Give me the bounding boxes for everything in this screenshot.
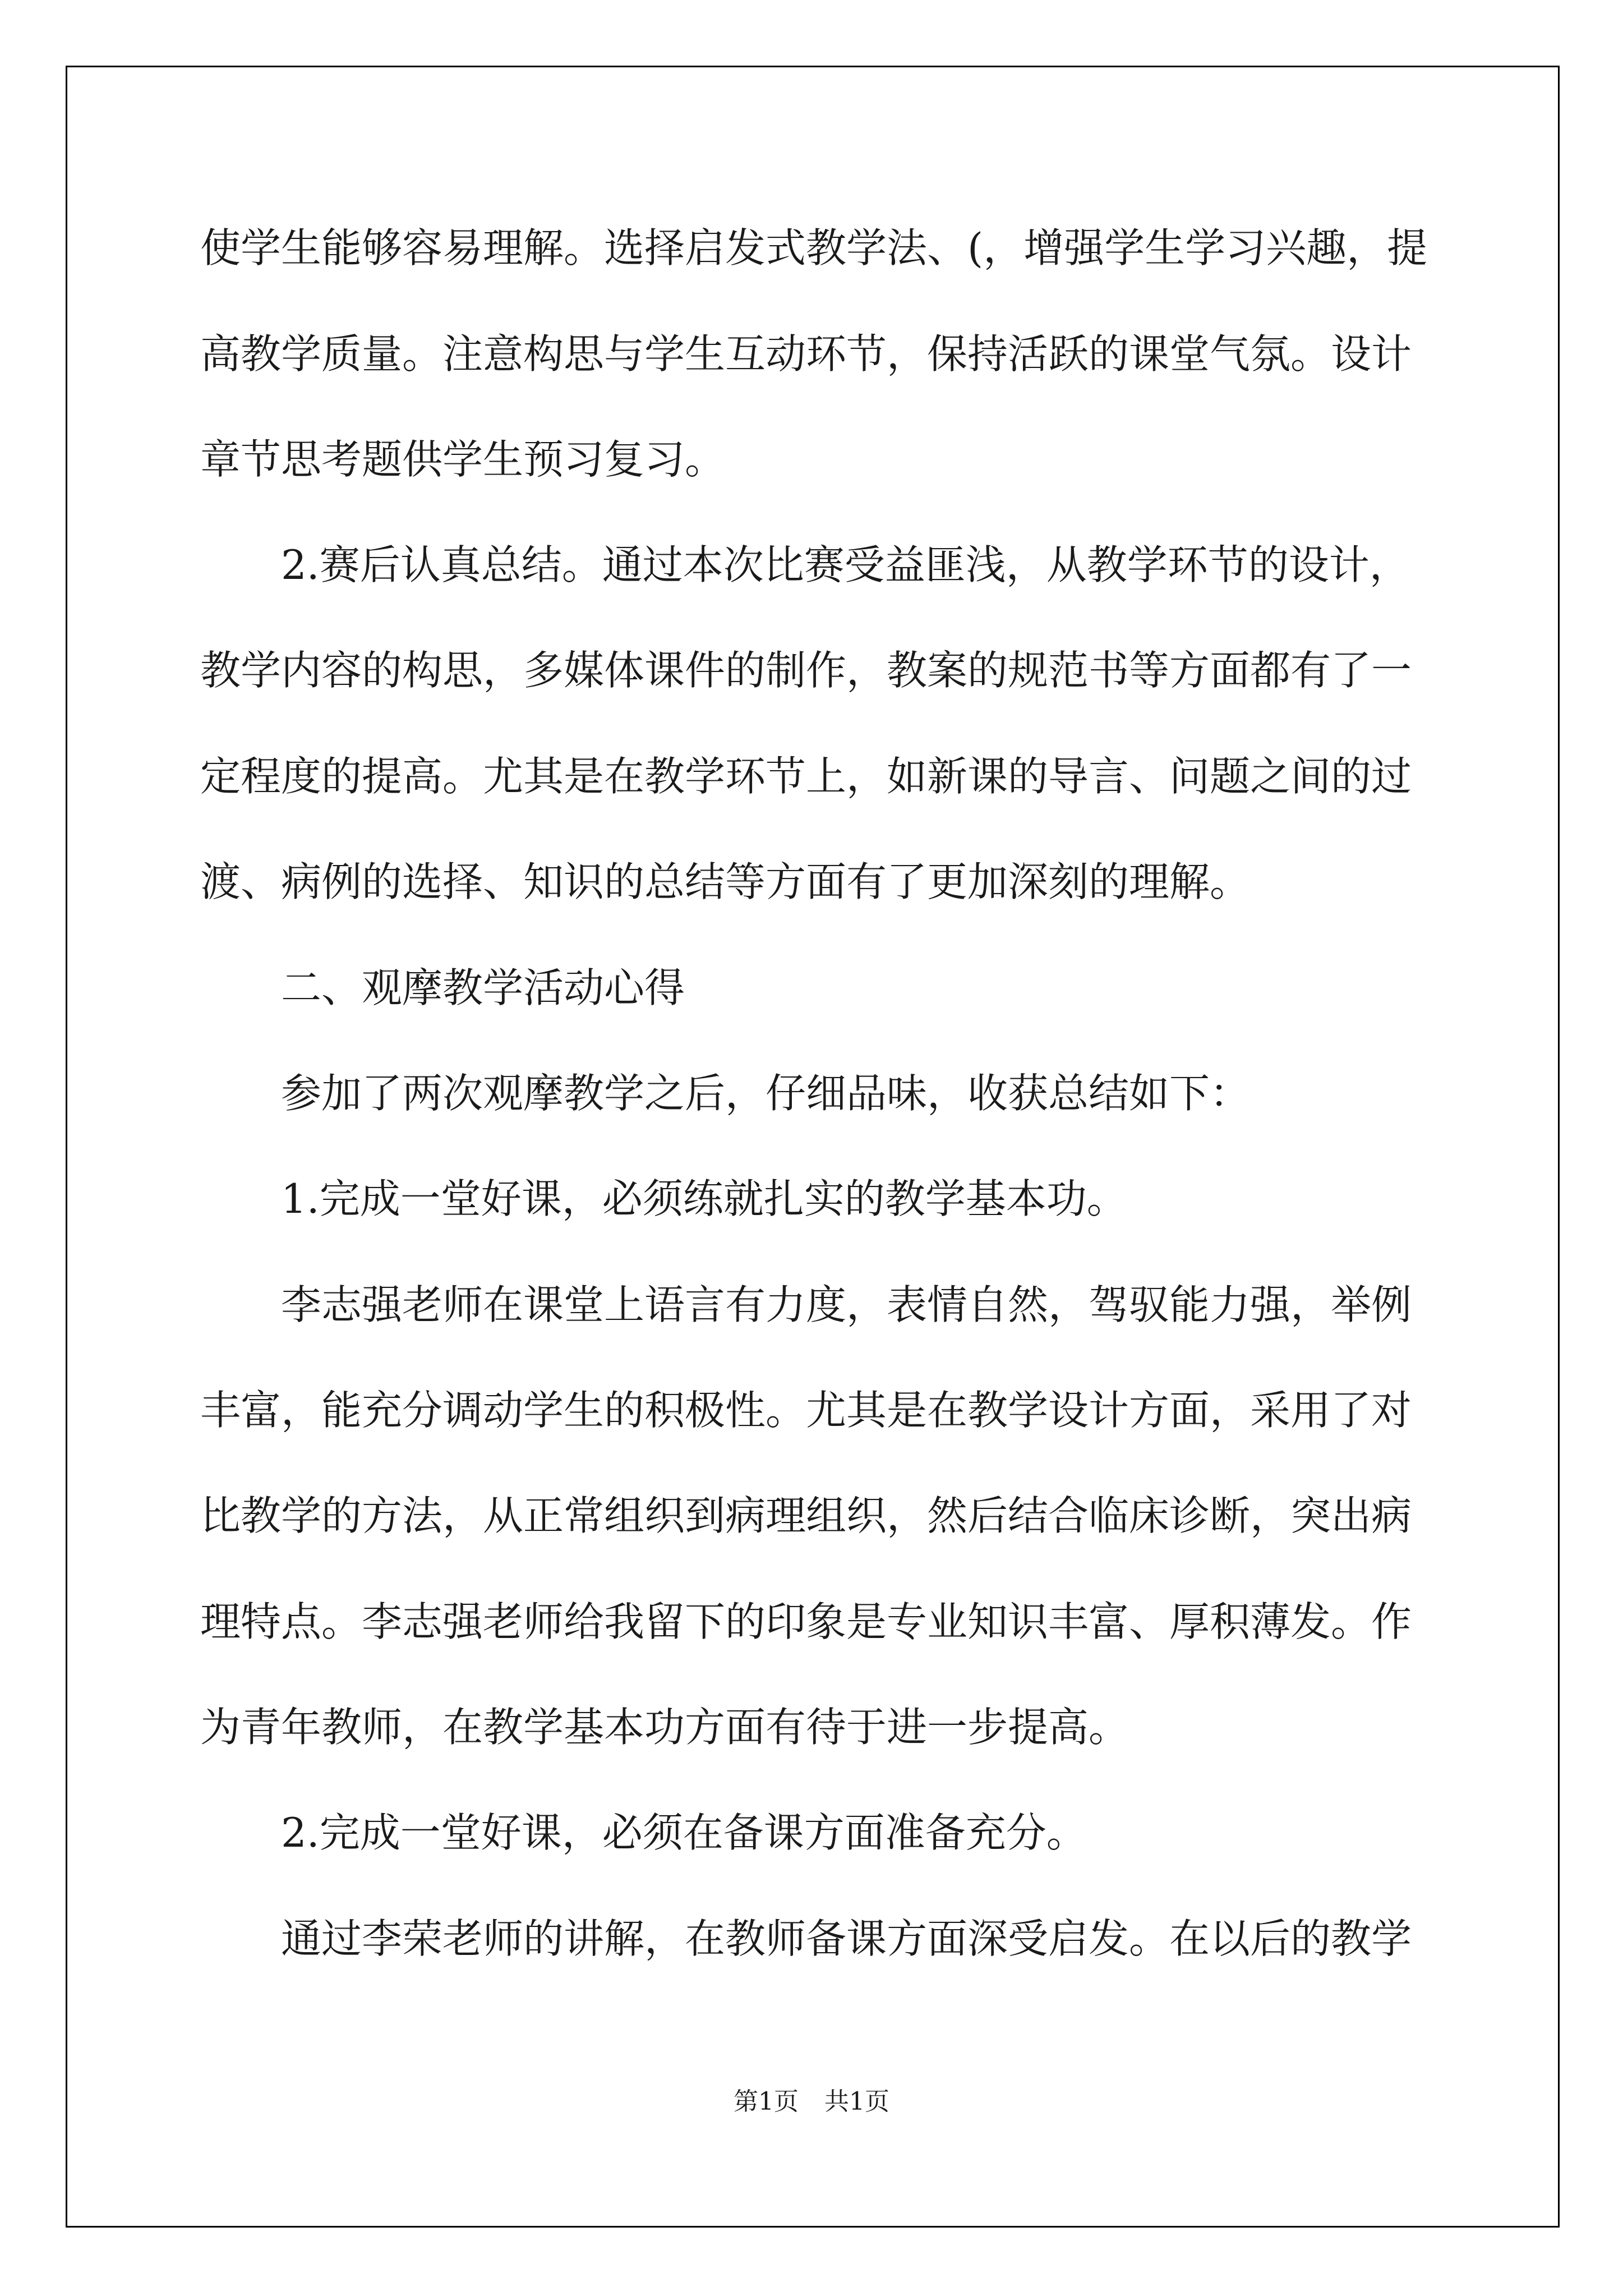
text-line: 通过李荣老师的讲解，在教师备课方面深受启发。在以后的教学 <box>281 1915 1412 1962</box>
text-line: 2.赛后认真总结。通过本次比赛受益匪浅，从教学环节的设计， <box>281 541 1410 588</box>
text-line: 定程度的提高。尤其是在教学环节上，如新课的导言、问题之间的过 <box>200 753 1412 800</box>
section-heading: 二、观摩教学活动心得 <box>281 964 685 1011</box>
text-line: 章节思考题供学生预习复习。 <box>200 436 726 483</box>
text-line: 2.完成一堂好课，必须在备课方面准备充分。 <box>281 1809 1087 1856</box>
text-line: 渡、病例的选择、知识的总结等方面有了更加深刻的理解。 <box>200 858 1251 905</box>
page-number: 第1页 <box>734 2087 799 2116</box>
text-line: 为青年教师，在教学基本功方面有待于进一步提高。 <box>200 1704 1129 1751</box>
text-line: 李志强老师在课堂上语言有力度，表情自然，驾驭能力强，举例 <box>281 1281 1412 1328</box>
text-line: 1.完成一堂好课，必须练就扎实的教学基本功。 <box>281 1175 1127 1222</box>
page-total: 共1页 <box>824 2087 889 2116</box>
text-line: 参加了两次观摩教学之后，仔细品味，收获总结如下： <box>281 1070 1251 1117</box>
text-line: 教学内容的构思，多媒体课件的制作，教案的规范书等方面都有了一 <box>200 647 1412 694</box>
text-line: 理特点。李志强老师给我留下的印象是专业知识丰富、厚积薄发。作 <box>200 1598 1412 1645</box>
text-line: 高教学质量。注意构思与学生互动环节，保持活跃的课堂气氛。设计 <box>200 330 1412 378</box>
text-line: 丰富，能充分调动学生的积极性。尤其是在教学设计方面，采用了对 <box>200 1387 1412 1434</box>
text-line: 比教学的方法，从正常组织到病理组织，然后结合临床诊断，突出病 <box>200 1492 1412 1539</box>
page-border <box>66 66 1560 2228</box>
page-footer <box>0 2081 1623 2117</box>
text-line: 使学生能够容易理解。选择启发式教学法、(，增强学生学习兴趣，提 <box>200 224 1428 272</box>
